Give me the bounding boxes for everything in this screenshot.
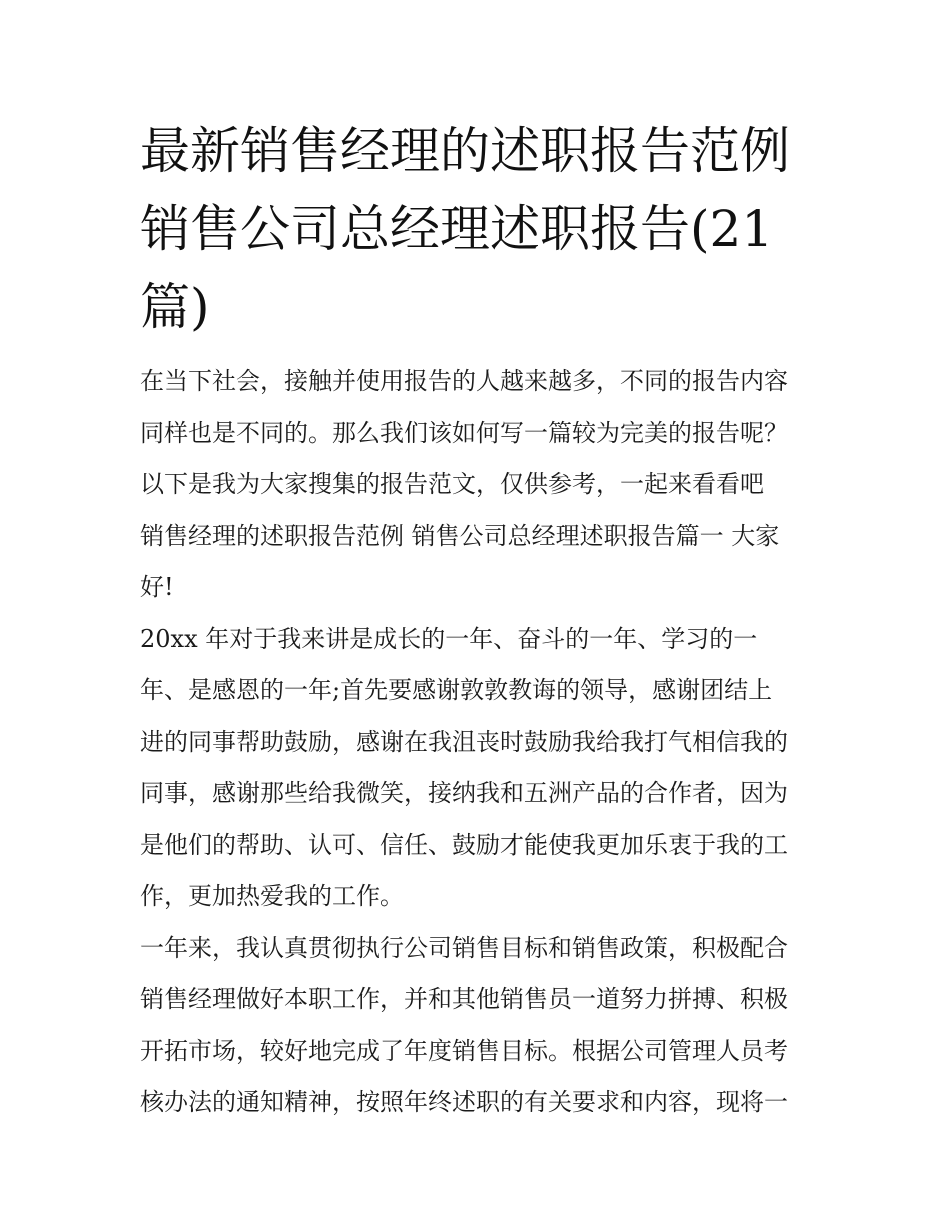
title-line-2: 销售公司总经理述职报告(21 xyxy=(140,200,774,258)
body-line-11: 作，更加热爱我的工作。 xyxy=(140,882,404,910)
body-line-14: 开拓市场，较好地完成了年度销售目标。根据公司管理人员考 xyxy=(140,1036,788,1065)
body-line-2: 同样也是不同的。那么我们该如何写一篇较为完美的报告呢？ xyxy=(140,418,788,447)
body-line-3: 以下是我为大家搜集的报告范文，仅供参考，一起来看看吧 xyxy=(140,470,764,498)
document-title xyxy=(140,112,840,346)
body-line-5: 好! xyxy=(140,573,174,601)
body-line-6: 20xx 年对于我来讲是成长的一年、奋斗的一年、学习的一 xyxy=(140,624,758,653)
body-line-12: 一年来，我认真贯彻执行公司销售目标和销售政策，积极配合 xyxy=(140,933,788,962)
title-line-1: 最新销售经理的述职报告范例 xyxy=(140,122,790,180)
body-line-13: 销售经理做好本职工作，并和其他销售员一道努力拼搏、积极 xyxy=(140,985,788,1013)
body-line-9: 同事，感谢那些给我微笑，接纳我和五洲产品的合作者，因为 xyxy=(140,779,788,807)
body-line-1: 在当下社会，接触并使用报告的人越来越多，不同的报告内容 xyxy=(140,367,788,395)
body-line-10: 是他们的帮助、认可、信任、鼓励才能使我更加乐衷于我的工 xyxy=(140,830,788,859)
body-line-15: 核办法的通知精神，按照年终述职的有关要求和内容，现将一 xyxy=(140,1088,788,1116)
document-body xyxy=(140,356,830,1129)
body-line-7: 年、是感恩的一年;首先要感谢敦敦教诲的领导，感谢团结上 xyxy=(140,676,773,704)
title-line-3: 篇) xyxy=(140,278,210,336)
body-line-8: 进的同事帮助鼓励，感谢在我沮丧时鼓励我给我打气相信我的 xyxy=(140,727,788,756)
body-line-4: 销售经理的述职报告范例 销售公司总经理述职报告篇一 大家 xyxy=(140,521,780,550)
